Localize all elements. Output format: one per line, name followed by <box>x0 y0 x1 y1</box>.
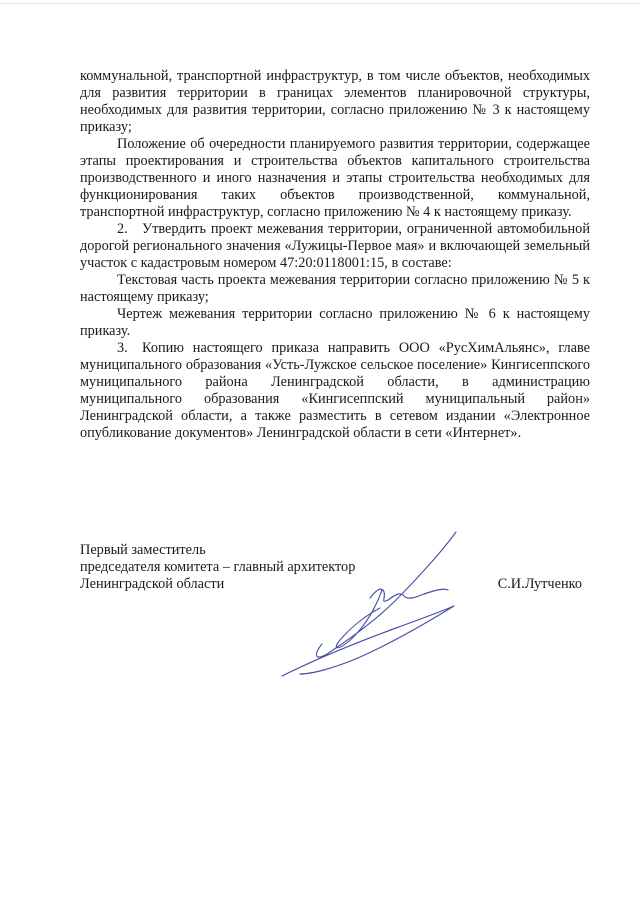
signer-name: С.И.Лутченко <box>497 576 582 592</box>
signer-position-line-3: Ленинградской области <box>80 576 225 592</box>
signer-position-line-1: Первый заместитель <box>80 542 206 558</box>
paragraph-1: коммунальной, транспортной инфраструктур, в том числе объектов, необходимых для развития территории в границах элементов планировочной структуры, необходимых для развития территории, согласно приложению № 3 к настоящему приказу; <box>80 68 590 135</box>
paragraph-6: 3. Копию настоящего приказа направить ООО «РусХимАльянс», главе муниципального образования «Усть-Лужское сельское поселение» Кингисеппского муниципального района Ленинградской области, в администрацию муниципального образования «Кингисеппский муниципальный район» Ленинградской области, а также разместить в сетевом издании «Электронное опубликование документов» Ленинградской области в сети «Интернет». <box>80 340 590 441</box>
handwritten-signature <box>278 528 488 688</box>
signer-position-line-2: председателя комитета – главный архитектор <box>80 559 356 575</box>
page-top-edge <box>0 3 640 4</box>
paragraph-2: Положение об очередности планируемого развития территории, содержащее этапы проектирования и строительства объектов капитального строительства производственного и иного назначения и этапы строительства необходимых для функционирования таких объектов производственной, коммунальной, транспортной инфраструктур, согласно приложению № 4 к настоящему приказу. <box>80 136 590 220</box>
signature-stroke-sweep <box>282 606 454 676</box>
paragraph-5: Чертеж межевания территории согласно приложению № 6 к настоящему приказу. <box>80 306 590 339</box>
signature-strokes <box>282 532 456 676</box>
paragraph-3: 2. Утвердить проект межевания территории, ограниченной автомобильной дорогой регионального значения «Лужицы-Первое мая» и включающей земельный участок с кадастровым номером 47:20:0118001:15, в составе: <box>80 221 590 271</box>
paragraph-4: Текстовая часть проекта межевания территории согласно приложению № 5 к настоящему приказу; <box>80 272 590 305</box>
signature-stroke-upper <box>316 532 456 657</box>
document-body <box>80 68 590 442</box>
